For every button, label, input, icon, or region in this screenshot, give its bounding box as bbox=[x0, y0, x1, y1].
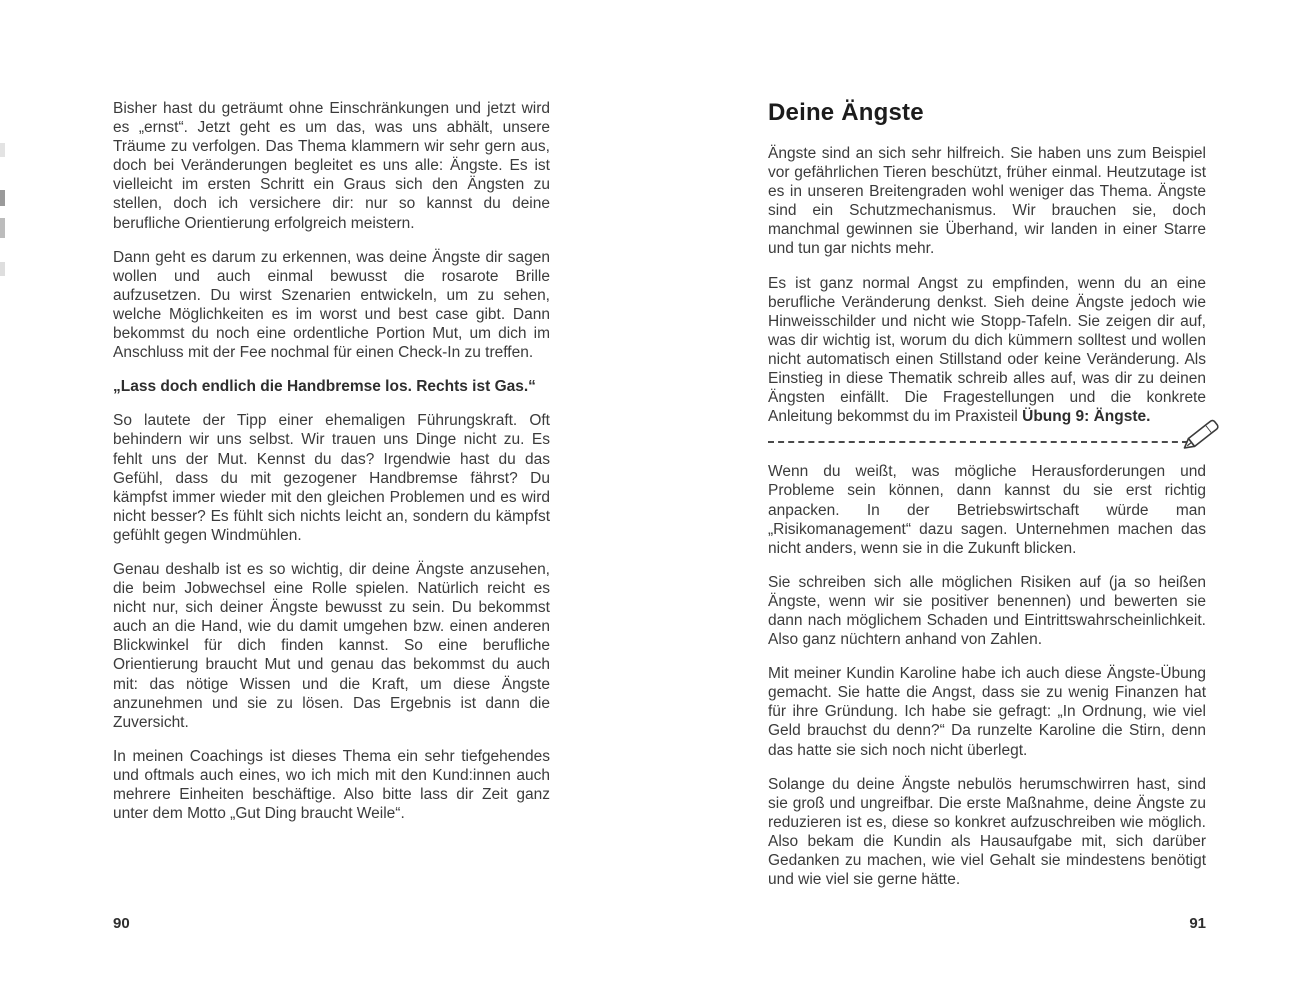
paragraph: Wenn du weißt, was mögliche Herausforderungen und Probleme sein können, dann kannst du sie erst richtig anpacken. In der Betriebswirtschaft würde man „Risikomanagement“ dazu sagen. Unternehmen machen das nicht anders, wenn sie in die Zukunft blicken. bbox=[768, 463, 1206, 557]
paragraph: In meinen Coachings ist dieses Thema ein sehr tiefgehendes und oftmals auch eines, wo ich mich mit den Kund:innen auch mehrere Einheiten beschäftige. Also bitte lass dir Zeit ganz unter dem Motto „Gut Ding braucht Weile“. bbox=[113, 747, 550, 823]
page-right bbox=[768, 99, 1206, 889]
page-left bbox=[113, 99, 550, 823]
page-edge-mark bbox=[0, 190, 5, 206]
exercise-divider-row bbox=[768, 441, 1206, 445]
exercise-paragraph bbox=[768, 274, 1206, 427]
paragraph: Ängste sind an sich sehr hilfreich. Sie haben uns zum Beispiel vor gefährlichen Tieren beschützt, früher einmal. Heutzutage ist es in unseren Breitengraden wohl weniger das Thema. Ängste sind ein Schutzmechanismus. Wir brauchen sie, doch manchmal gewinnen sie Überhand, wir landen in einer Starre und tun gar nichts mehr. bbox=[768, 145, 1206, 258]
page-number-right: 91 bbox=[1189, 915, 1206, 932]
paragraph: Dann geht es darum zu erkennen, was deine Ängste dir sagen wollen und auch einmal bewusst die rosarote Brille aufzusetzen. Du wirst Szenarien entwickeln, um zu sehen, welche Möglichkeiten es im worst und best case gibt. Dann bekommst du noch eine ordentliche Portion Mut, um dich im Anschluss mit der Fee nochmal für einen Check-In zu treffen. bbox=[113, 248, 550, 362]
pull-quote: „Lass doch endlich die Handbremse los. Rechts ist Gas.“ bbox=[113, 378, 536, 396]
paragraph: So lautete der Tipp einer ehemaligen Führungskraft. Oft behindern wir uns selbst. Wir trauen uns Dinge nicht zu. Es fehlt uns der Mut. Kennst du das? Irgendwie hast du das Gefühl, dass du mit gezogener Handbremse fährst? Du kämpfst immer wieder mit den gleichen Problemen und es wird nicht besser? Es fühlt sich nichts leicht an, sondern du kämpfst gefühlt gegen Windmühlen. bbox=[113, 412, 550, 544]
paragraph: Bisher hast du geträumt ohne Einschränkungen und jetzt wird es „ernst“. Jetzt geht es um das, was uns abhält, unsere Träume zu verfolgen. Das Thema klammern wir sehr gern aus, doch bei Veränderungen begleitet es uns alle: Ängste. Es ist vielleicht im ersten Schritt ein Graus sich den Ängsten zu stellen, doch ich versichere dir: nur so kannst du deine berufliche Orientierung erfolgreich meistern. bbox=[113, 100, 550, 232]
paragraph: Mit meiner Kundin Karoline habe ich auch diese Ängste-Übung gemacht. Sie hatte die Angst, dass sie zu wenig Finanzen hat für ihre Gründung. Ich habe sie gefragt: „In Ordnung, wie viel Geld brauchst du denn?“ Da runzelte Karoline die Stirn, denn das hatte sie sich noch nicht überlegt. bbox=[768, 665, 1206, 759]
paragraph: Genau deshalb ist es so wichtig, dir deine Ängste anzusehen, die beim Jobwechsel eine Rolle spielen. Natürlich reicht es nicht nur, sich deiner Ängste bewusst zu sein. Du bekommst auch an die Hand, wie du damit umgehen bzw. einen anderen Blickwinkel für dich finden kannst. So eine berufliche Orientierung braucht Mut und genau das bekommst du auch mit: das nötige Wissen und die Kraft, um diese Ängste anzunehmen und sie zu lösen. Das Ergebnis ist dann die Zuversicht. bbox=[113, 560, 550, 731]
page-edge-mark bbox=[0, 218, 5, 238]
exercise-reference: Übung 9: Ängste. bbox=[1022, 408, 1151, 426]
section-heading: Deine Ängste bbox=[768, 99, 924, 126]
paragraph: Sie schreiben sich alle möglichen Risiken auf (ja so heißen Ängste, wenn wir sie positiver benennen) und bewerten sie dann nach möglichem Schaden und Eintrittswahrscheinlichkeit. Also ganz nüchtern anhand von Zahlen. bbox=[768, 573, 1206, 649]
pencil-icon bbox=[1178, 415, 1224, 455]
paragraph: Solange du deine Ängste nebulös herumschwirren hast, sind sie groß und ungreifbar. Die erste Maßnahme, deine Ängste zu reduzieren ist es, diese so konkret aufzuschreiben wie möglich. Also bekam die Kundin als Hausaufgabe mit, sich darüber Gedanken zu machen, wie viel Gehalt sie mindestens benötigt und wie viel sie gerne hätte. bbox=[768, 775, 1206, 889]
dashed-divider bbox=[768, 441, 1188, 443]
exercise-paragraph-text: Es ist ganz normal Angst zu empfinden, wenn du an eine berufliche Veränderung denkst. Sieh deine Ängste jedoch wie Hinweisschilder und nicht wie Stopp-Tafeln. Sie zeigen dir auf, was dir wichtig ist, worum du dich kümmern solltest und wollen nicht automatisch einen Stillstand oder keine Veränderung. Als Einstieg in diese Thematik schreib alles auf, was dir zu deinen Ängsten einfällt. Die Fragestellungen und die konkrete Anleitung bekommst du im Praxisteil bbox=[768, 274, 1206, 426]
page-number-left: 90 bbox=[113, 915, 130, 932]
page-edge-mark bbox=[0, 143, 5, 157]
page-edge-mark bbox=[0, 262, 5, 276]
